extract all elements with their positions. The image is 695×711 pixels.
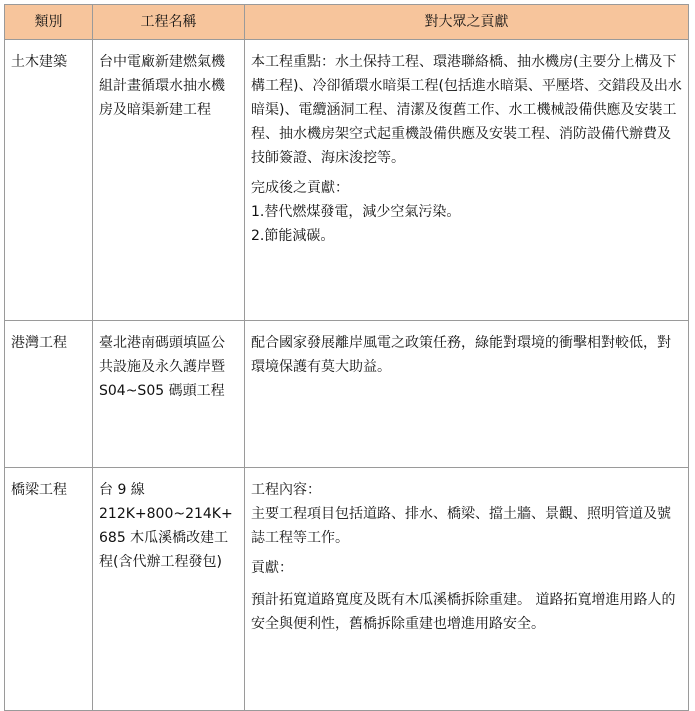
project-name-cell: 台中電廠新建燃氣機組計畫循環水抽水機房及暗渠新建工程 [93, 40, 245, 321]
table-header-row [5, 5, 689, 40]
category-cell: 土木建築 [5, 40, 93, 321]
category-cell: 橋梁工程 [5, 468, 93, 711]
category-cell: 港灣工程 [5, 321, 93, 468]
header-category: 類別 [5, 5, 93, 40]
contribution-content-text: 主要工程項目包括道路、排水、橋梁、擋土牆、景觀、照明管道及號誌工程等工作。 [251, 506, 671, 546]
contribution-cell [245, 40, 689, 321]
contribution-point: 1.替代燃煤發電，減少空氣污染。 [251, 204, 461, 220]
project-name-cell [93, 468, 245, 711]
contribution-benefit-title: 貢獻： [251, 560, 293, 576]
contribution-after-title: 完成後之貢獻： [251, 180, 349, 196]
table-row [5, 468, 689, 711]
project-name-line: 台 9 線 [99, 482, 145, 498]
header-contribution: 對大眾之貢獻 [245, 5, 689, 40]
contribution-table [4, 4, 689, 711]
contribution-text: 配合國家發展離岸風電之政策任務，綠能對環境的衝擊相對較低，對環境保護有莫大助益。 [251, 335, 671, 375]
header-project-name: 工程名稱 [93, 5, 245, 40]
contribution-point: 2.節能減碳。 [251, 228, 335, 244]
contribution-focus: 本工程重點：水土保持工程、環港聯絡橋、抽水機房(主要分上構及下構工程)、冷卻循環水暗渠工程(包括進水暗渠、平壓塔、交錯段及出水暗渠)、電纜涵洞工程、清潔及復舊工作、水工機械設備供應及安裝工程、抽水機房架空式起重機設備供應及安裝工程、消防設備代辦費及技師簽證、海床浚挖等。 [251, 54, 682, 166]
project-name-cell: 臺北港南碼頭填區公共設施及永久護岸暨 S04~S05 碼頭工程 [93, 321, 245, 468]
contribution-benefit-text: 預計拓寬道路寬度及既有木瓜溪橋拆除重建。 道路拓寬增進用路人的安全與便利性，舊橋拆除重建也增進用路安全。 [251, 592, 676, 632]
project-name-line: 212K+800~214K+685 木瓜溪橋改建工程(含代辦工程發包) [99, 506, 233, 570]
contribution-content-title: 工程內容： [251, 482, 321, 498]
table-row [5, 40, 689, 321]
table-row [5, 321, 689, 468]
contribution-cell [245, 321, 689, 468]
contribution-cell [245, 468, 689, 711]
